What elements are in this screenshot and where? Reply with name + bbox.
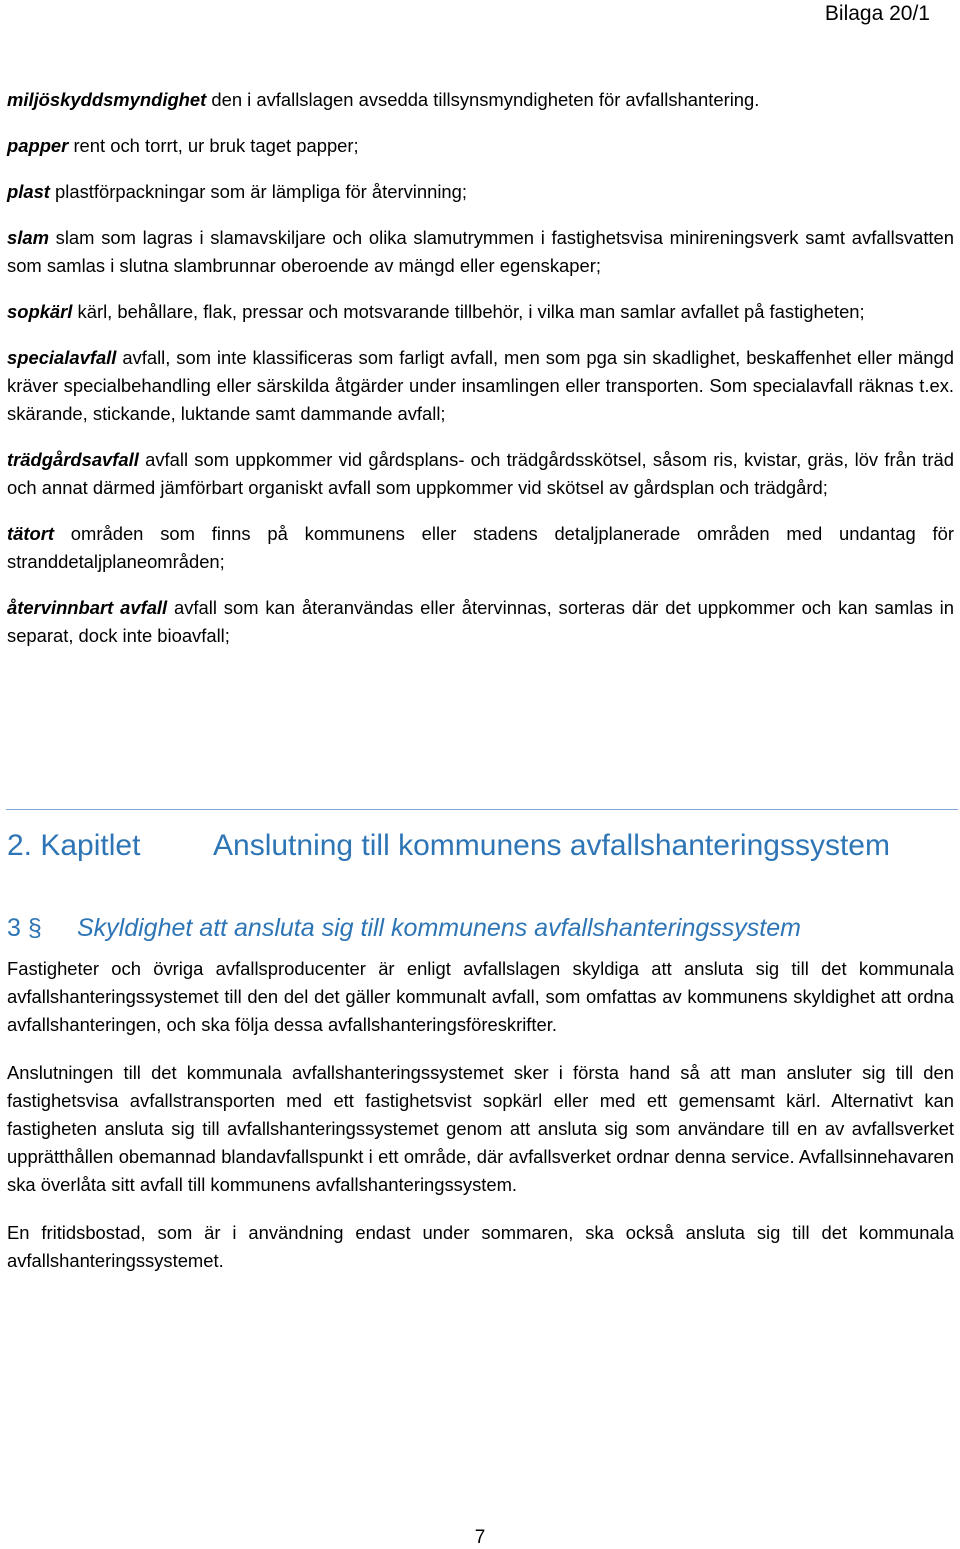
- definition-text: kärl, behållare, flak, pressar och motsvarande tillbehör, i vilka man samlar avfallet på fastigheten;: [72, 301, 865, 322]
- definition-text: slam som lagras i slamavskiljare och olika slamutrymmen i fastighetsvisa minireningsverk samt avfallsvatten som samlas i slutna slambrunnar oberoende av mängd eller egenskaper;: [7, 227, 954, 276]
- definition-text: avfall som uppkommer vid gårdsplans- och trädgårdsskötsel, såsom ris, kvistar, gräs, löv från träd och annat därmed jämförbart organiskt avfall som uppkommer vid skötsel av gårdsplan och trädgård;: [7, 449, 954, 498]
- definition-text: rent och torrt, ur bruk taget papper;: [68, 135, 359, 156]
- definition-sopkarl: [7, 298, 954, 326]
- page-header-label: Bilaga 20/1: [824, 2, 930, 25]
- definition-papper: [7, 132, 954, 160]
- definition-term: sopkärl: [7, 301, 73, 322]
- definition-text: avfall, som inte klassificeras som farligt avfall, men som pga sin skadlighet, beskaffenhet eller mängd kräver specialbehandling eller särskilda åtgärder under insamlingen eller transporten. Som specialavfall räknas t.ex. skärande, stickande, luktande samt dammande avfall;: [7, 347, 954, 424]
- section-title: Skyldighet att ansluta sig till kommunens avfallshanteringssystem: [77, 914, 801, 942]
- definition-tatort: [7, 520, 954, 576]
- definition-specialavfall: [7, 344, 954, 428]
- definition-text: plastförpackningar som är lämpliga för återvinning;: [49, 181, 467, 202]
- definition-tradgardsavfall: [7, 446, 954, 502]
- section-heading: [7, 911, 801, 945]
- definition-term: slam: [7, 227, 49, 248]
- definition-plast: [7, 178, 954, 206]
- definition-text: områden som finns på kommunens eller stadens detaljplanerade områden med undantag för stranddetaljplaneområden;: [7, 523, 954, 572]
- definition-term: specialavfall: [7, 347, 117, 368]
- definition-text: den i avfallslagen avsedda tillsynsmyndigheten för avfallshantering.: [206, 89, 760, 110]
- definitions-list: [7, 86, 954, 650]
- body-paragraph: En fritidsbostad, som är i användning endast under sommaren, ska också ansluta sig till det kommunala avfallshanteringssystemet.: [7, 1222, 954, 1271]
- definition-term: tätort: [7, 523, 54, 544]
- definition-atervinnbart-avfall: [7, 594, 954, 650]
- section-body: [7, 955, 954, 1295]
- definition-term: trädgårdsavfall: [7, 449, 139, 470]
- chapter-title: Anslutning till kommunens avfallshanteringssystem: [213, 829, 890, 862]
- body-paragraph: Fastigheter och övriga avfallsproducenter är enligt avfallslagen skyldiga att ansluta sig till det kommunala avfallshanteringssystemet till den del det gäller kommunalt avfall, som omfattas av kommunens skyldighet att ordna avfallshanteringen, och ska följa dessa avfallshanteringsföreskrifter.: [7, 958, 954, 1035]
- definition-term: plast: [7, 181, 50, 202]
- body-paragraph: Anslutningen till det kommunala avfallshanteringssystemet sker i första hand så att man ansluter sig till den fastighetsvisa avfallstransporten med ett fastighetsvist sopkärl eller med ett gemensamt kärl. Alternativt kan fastigheten ansluta sig till avfallshanteringssystemet genom att ansluta sig som användare till en av avfallsverket upprätthållen obemannad blandavfallspunkt i ett område, där avfallsverket ordnar denna service. Avfallsinnehavaren ska överlåta sitt avfall till kommunens avfallshanteringssystem.: [7, 1062, 954, 1195]
- section-number: 3 §: [7, 914, 42, 942]
- definition-term: återvinnbart avfall: [7, 597, 168, 618]
- chapter-heading: [7, 826, 890, 866]
- definition-slam: [7, 224, 954, 280]
- definition-text: avfall som kan återanvändas eller återvinnas, sorteras där det uppkommer och kan samlas in separat, dock inte bioavfall;: [7, 597, 954, 646]
- definition-term: papper: [7, 135, 69, 156]
- definition-term: miljöskyddsmyndighet: [7, 89, 207, 110]
- page-number: 7: [474, 1527, 486, 1548]
- definition-miljoskyddsmyndighet: [7, 86, 954, 114]
- section-divider: [6, 809, 958, 810]
- chapter-label: 2. Kapitlet: [7, 829, 141, 862]
